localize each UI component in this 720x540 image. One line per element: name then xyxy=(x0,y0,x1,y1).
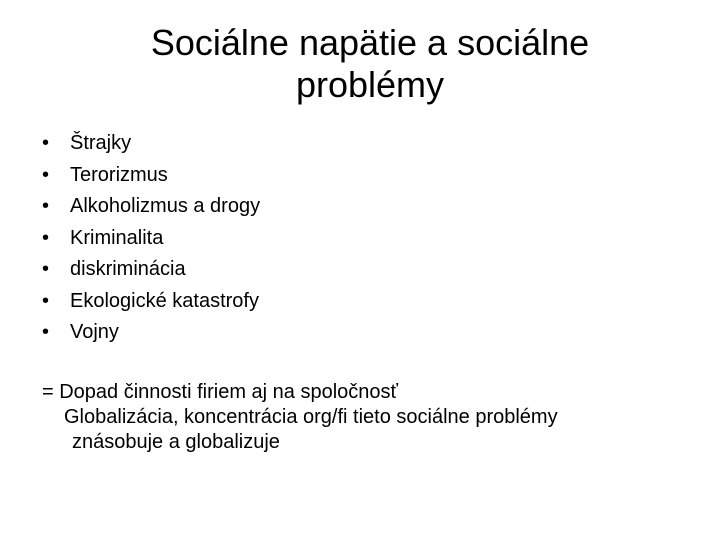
bullet-text: Terorizmus xyxy=(70,163,168,186)
bullet-dot-icon: • xyxy=(42,195,50,217)
bullet-list xyxy=(42,128,260,349)
bullet-text: diskriminácia xyxy=(70,258,186,280)
bullet-dot-icon: • xyxy=(42,163,50,186)
bullet-item xyxy=(42,286,260,318)
summary-note-line-3: znásobuje a globalizuje xyxy=(72,431,280,453)
bullet-text: Ekologické katastrofy xyxy=(70,289,259,312)
slide-title-line-2: problémy xyxy=(295,64,445,105)
bullet-text: Štrajky xyxy=(70,132,132,154)
bullet-item xyxy=(42,254,260,286)
slide-title xyxy=(70,22,670,106)
bullet-item xyxy=(42,223,260,255)
summary-note-line-2: Globalizácia, koncentrácia org/fi tieto sociálne problémy xyxy=(64,406,558,428)
bullet-text: Kriminalita xyxy=(70,226,164,249)
bullet-text: Vojny xyxy=(70,321,119,343)
bullet-text: Alkoholizmus a drogy xyxy=(70,195,261,217)
bullet-item xyxy=(42,191,260,223)
bullet-dot-icon: • xyxy=(42,289,50,312)
bullet-item xyxy=(42,317,260,349)
bullet-dot-icon: • xyxy=(42,226,50,249)
bullet-dot-icon: • xyxy=(42,132,50,154)
bullet-item xyxy=(42,128,260,160)
slide-title-line-1: Sociálne napätie a sociálne xyxy=(150,22,590,63)
bullet-dot-icon: • xyxy=(42,321,50,343)
summary-note xyxy=(42,380,702,455)
summary-note-line-1: = Dopad činnosti firiem aj na spoločnosť xyxy=(42,381,399,403)
bullet-dot-icon: • xyxy=(42,258,50,280)
bullet-item xyxy=(42,160,260,192)
